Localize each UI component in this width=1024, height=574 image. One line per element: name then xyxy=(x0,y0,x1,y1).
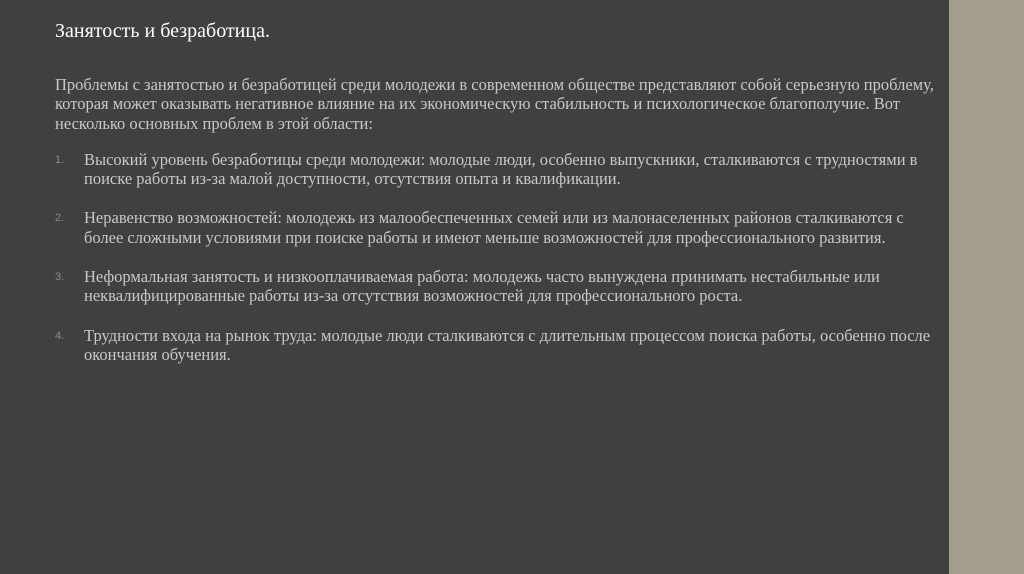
list-item xyxy=(55,326,935,365)
list-item-number: 4. xyxy=(55,329,65,342)
list-item-text: Неформальная занятость и низкооплачиваемая работа: молодежь часто вынуждена принимать нестабильные или неквалифицированные работы из-за отсутствия возможностей для профессионального роста. xyxy=(84,267,880,306)
problem-list xyxy=(55,150,935,364)
list-item xyxy=(55,150,935,189)
side-accent-bar xyxy=(949,0,1024,574)
list-item xyxy=(55,208,935,247)
list-item-text: Трудности входа на рынок труда: молодые люди сталкиваются с длительным процессом поиска работы, особенно после окончания обучения. xyxy=(84,325,931,364)
slide-title: Занятость и безработица. xyxy=(55,20,270,42)
list-item-number: 1. xyxy=(55,153,65,166)
list-item-number: 2. xyxy=(55,212,65,225)
intro-paragraph: Проблемы с занятостью и безработицей среди молодежи в современном обществе представляют собой серьезную проблему, которая может оказывать негативное влияние на их экономическую стабильность и психологическое благополучие. Вот несколько основных проблем в этой области: xyxy=(55,75,934,133)
slide-content xyxy=(55,16,935,384)
list-item xyxy=(55,267,935,306)
list-item-number: 3. xyxy=(55,271,65,284)
list-item-text: Неравенство возможностей: молодежь из малообеспеченных семей или из малонаселенных районов сталкиваются с более сложными условиями при поиске работы и имеют меньше возможностей для профессионального развития. xyxy=(84,208,904,247)
list-item-text: Высокий уровень безработицы среди молодежи: молодые люди, особенно выпускники, сталкиваются с трудностями в поиске работы из-за малой доступности, отсутствия опыта и квалификации. xyxy=(84,149,918,189)
